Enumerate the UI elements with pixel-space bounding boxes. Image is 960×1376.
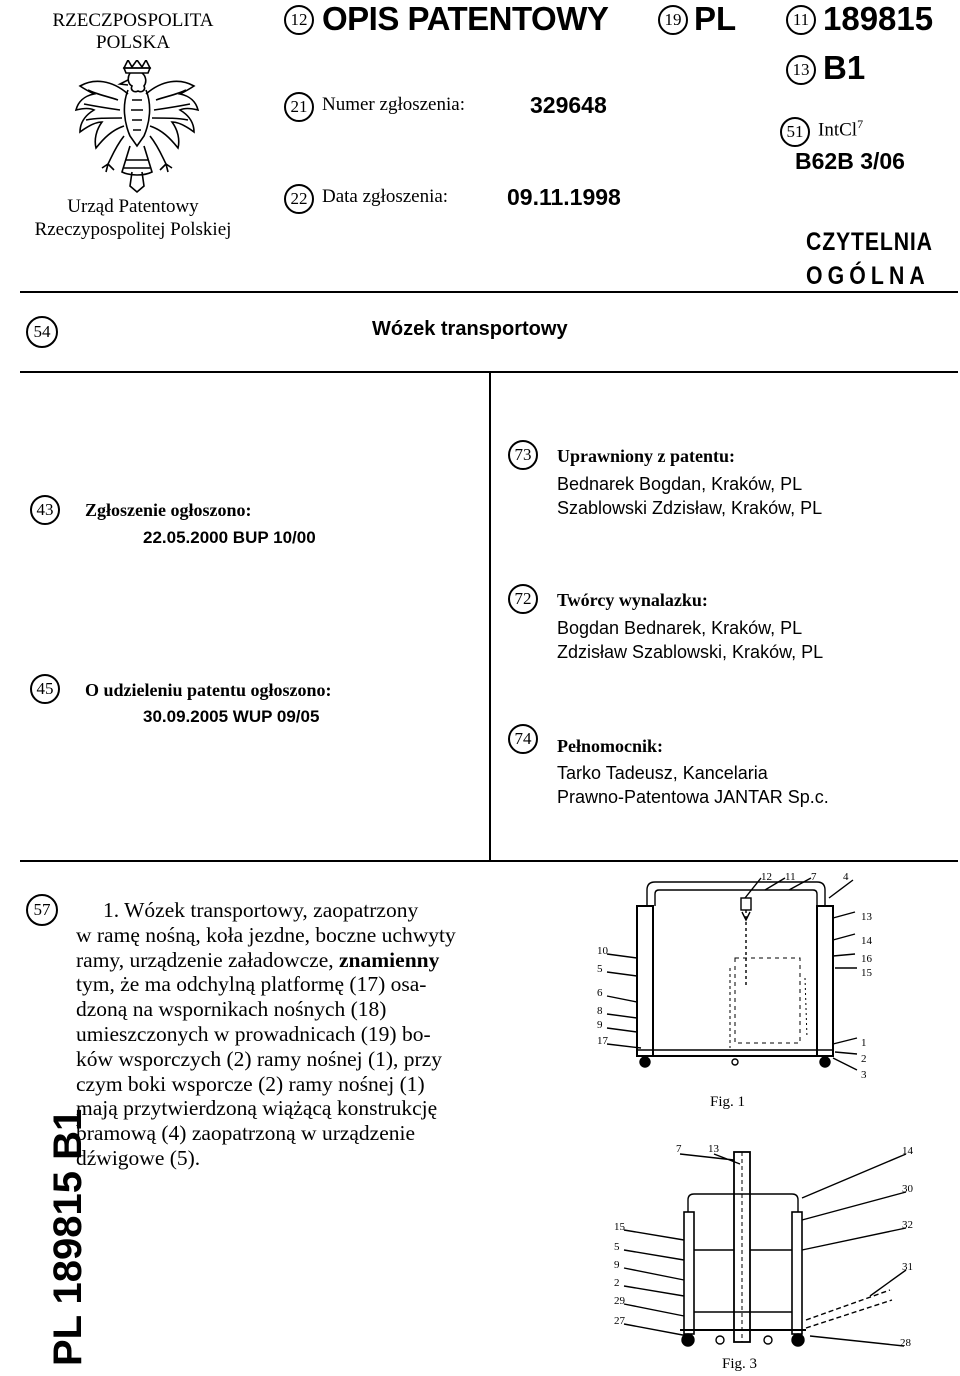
bibliography-divider xyxy=(20,860,958,862)
office-line-2: Rzeczypospolitej Polskiej xyxy=(34,219,232,240)
abstract-line: dźwigowe (5). xyxy=(76,1145,201,1170)
abstract-line: ków wsporczych (2) ramy nośnej (1), przy xyxy=(76,1046,442,1071)
fig3-ref: 32 xyxy=(902,1219,913,1231)
code-12-badge: 12 xyxy=(284,5,314,35)
abstract-line xyxy=(76,948,491,973)
fig1-ref: 4 xyxy=(843,871,849,883)
attorney-2: Prawno-Patentowa JANTAR Sp.c. xyxy=(557,787,829,807)
publication-label: Zgłoszenie ogłoszono: xyxy=(85,500,252,520)
code-13-badge: 13 xyxy=(786,55,816,85)
fig3-ref: 13 xyxy=(708,1143,719,1155)
fig3-ref: 15 xyxy=(614,1221,625,1233)
code-73-badge: 73 xyxy=(508,440,538,470)
figure-1-drawing xyxy=(585,868,885,1098)
abstract-line: bramową (4) zaopatrzoną w urządzenie xyxy=(76,1121,416,1146)
fig1-ref: 12 xyxy=(761,871,772,883)
inventor-1: Bogdan Bednarek, Kraków, PL xyxy=(557,618,803,638)
code-22-badge: 22 xyxy=(284,184,314,214)
abstract-line: czym boki wsporcze (2) ramy nośnej (1) xyxy=(76,1071,425,1096)
attorney-label: Pełnomocnik: xyxy=(557,736,663,756)
eagle-emblem-icon xyxy=(72,60,202,195)
inventors-label: Twórcy wynalazku: xyxy=(557,590,708,610)
office-line-1: Urząd Patentowy xyxy=(67,196,199,217)
grant-value: 30.09.2005 WUP 09/05 xyxy=(143,707,320,726)
fig1-ref: 11 xyxy=(785,871,796,883)
code-45-badge: 45 xyxy=(30,674,60,704)
claim-keyword: znamienny xyxy=(339,947,440,972)
holder-2: Szablowski Zdzisław, Kraków, PL xyxy=(557,498,823,518)
fig3-ref: 5 xyxy=(614,1241,620,1253)
fig1-ref: 15 xyxy=(861,967,872,979)
fig1-ref: 6 xyxy=(597,987,603,999)
filing-date: 09.11.1998 xyxy=(507,184,621,210)
abstract-line: umieszczonych w prowadnicach (19) bo- xyxy=(76,1021,431,1046)
country-line-1: RZECZPOSPOLITA xyxy=(52,10,214,31)
holder-1: Bednarek Bogdan, Kraków, PL xyxy=(557,474,803,494)
invention-title: Wózek transportowy xyxy=(372,318,568,340)
kind-code: B1 xyxy=(823,49,866,86)
intcl-edition: 7 xyxy=(857,117,864,131)
code-51-badge: 51 xyxy=(780,117,810,147)
code-54-badge: 54 xyxy=(26,316,58,348)
fig1-ref: 14 xyxy=(861,935,872,947)
fig3-ref: 7 xyxy=(676,1143,682,1155)
figure-3-caption: Fig. 3 xyxy=(722,1356,758,1372)
abstract-line: w ramę nośną, koła jezdne, boczne uchwyty xyxy=(76,922,456,947)
column-divider xyxy=(489,372,491,862)
fig1-ref: 7 xyxy=(811,871,817,883)
application-number: 329648 xyxy=(530,92,607,118)
holder-label: Uprawniony z patentu: xyxy=(557,446,736,466)
attorney-1: Tarko Tadeusz, Kancelaria xyxy=(557,763,768,783)
abstract-line: mają przytwierdzoną wiążącą konstrukcję xyxy=(76,1096,438,1121)
country-name xyxy=(20,10,246,54)
library-stamp-line-2: OGÓLNA xyxy=(806,262,930,290)
country-line-2: POLSKA xyxy=(96,32,170,53)
code-74-badge: 74 xyxy=(508,724,538,754)
fig1-ref: 13 xyxy=(861,911,872,923)
fig3-ref: 2 xyxy=(614,1277,620,1289)
intcl-label-text: IntCl xyxy=(818,119,858,141)
fig3-ref: 14 xyxy=(902,1145,913,1157)
intcl-value: B62B 3/06 xyxy=(795,148,905,174)
patent-number: 189815 xyxy=(823,0,934,37)
figure-3-drawing xyxy=(610,1140,920,1360)
abstract-text xyxy=(76,898,491,1171)
fig3-ref: 28 xyxy=(900,1337,911,1349)
publication-value: 22.05.2000 BUP 10/00 xyxy=(143,528,316,547)
fig3-ref: 30 xyxy=(902,1183,913,1195)
filing-date-label: Data zgłoszenia: xyxy=(322,186,449,207)
grant-label: O udzieleniu patentu ogłoszono: xyxy=(85,680,332,700)
country-code: PL xyxy=(694,0,737,37)
fig3-ref: 27 xyxy=(614,1315,625,1327)
patent-office xyxy=(20,195,246,241)
abstract-line: 1. Wózek transportowy, zaopatrzony xyxy=(103,898,419,922)
application-number-label: Numer zgłoszenia: xyxy=(322,94,465,115)
abstract-line: tym, że ma odchylną platformę (17) osa- xyxy=(76,972,427,997)
document-type: OPIS PATENTOWY xyxy=(322,0,609,37)
inventors xyxy=(557,616,823,664)
fig1-ref: 2 xyxy=(861,1053,867,1065)
code-57-badge: 57 xyxy=(26,894,58,926)
fig1-ref: 9 xyxy=(597,1019,603,1031)
fig3-ref: 9 xyxy=(614,1259,620,1271)
fig3-ref: 31 xyxy=(902,1261,913,1273)
fig1-ref: 16 xyxy=(861,953,872,965)
code-72-badge: 72 xyxy=(508,584,538,614)
figure-1-caption: Fig. 1 xyxy=(710,1094,746,1110)
code-11-badge: 11 xyxy=(786,5,816,35)
holders xyxy=(557,472,822,520)
fig1-ref: 17 xyxy=(597,1035,608,1047)
header-divider xyxy=(20,291,958,293)
attorney xyxy=(557,761,829,809)
side-patent-id: PL 189815 B1 xyxy=(46,1108,90,1366)
fig1-ref: 5 xyxy=(597,963,603,975)
fig1-ref: 8 xyxy=(597,1005,603,1017)
fig3-ref: 29 xyxy=(614,1295,625,1307)
inventor-2: Zdzisław Szablowski, Kraków, PL xyxy=(557,642,824,662)
code-19-badge: 19 xyxy=(658,5,688,35)
fig1-ref: 10 xyxy=(597,945,608,957)
library-stamp-line-1: CZYTELNIA xyxy=(806,228,933,256)
code-21-badge: 21 xyxy=(284,92,314,122)
fig1-ref: 3 xyxy=(861,1069,867,1081)
abstract-line-text: ramy, urządzenie załadowcze, znamienny xyxy=(76,947,440,972)
intcl-label xyxy=(818,117,863,141)
fig1-ref: 1 xyxy=(861,1037,867,1049)
abstract-line: dzoną na wspornikach nośnych (18) xyxy=(76,997,387,1022)
code-43-badge: 43 xyxy=(30,495,60,525)
